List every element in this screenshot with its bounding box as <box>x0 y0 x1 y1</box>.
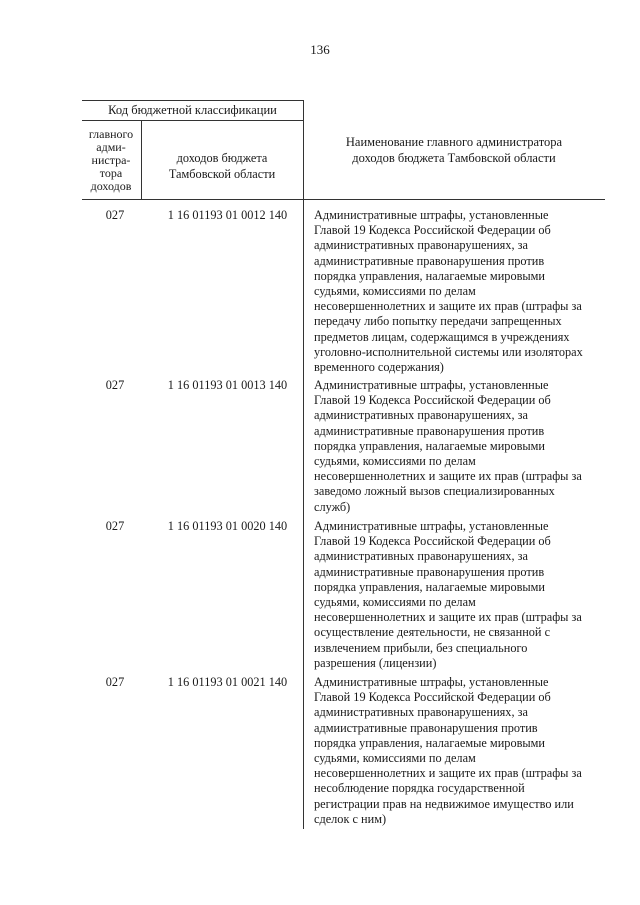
header-revenue-col: доходов бюджета Тамбовской области <box>168 151 276 181</box>
header-admin-col: главного адми- нистра- тора доходов <box>88 127 134 193</box>
revenue-code: 1 16 01193 01 0020 140 <box>167 519 288 533</box>
revenue-code: 1 16 01193 01 0013 140 <box>167 378 288 392</box>
revenue-code: 1 16 01193 01 0021 140 <box>167 675 288 689</box>
admin-code: 027 <box>105 378 125 392</box>
description: Административные штрафы, установленные Главой 19 Кодекса Российской Федерации об административных правонарушениях, за административные правонарушения против порядка управления, налагаемые мировыми судьями, комиссиями по делам несовершеннолетних и защите их прав (штрафы за осуществление деятельности, не связанной с извлечением прибыли, без специального разрешения (лицензии) <box>314 519 582 670</box>
header-top-line <box>82 100 303 101</box>
header-bottom-line <box>82 199 605 200</box>
header-group-title: Код бюджетной классификации <box>108 103 277 117</box>
admin-code: 027 <box>105 675 125 689</box>
header-group-underline <box>82 120 303 121</box>
admin-code: 027 <box>105 208 125 222</box>
revenue-code: 1 16 01193 01 0012 140 <box>167 208 288 222</box>
description: Административные штрафы, установленные Главой 19 Кодекса Российской Федерации об административных правонарушениях, за административные правонарушения против порядка управления, налагаемые мировыми судьями, комиссиями по делам несовершеннолетних и защите их прав (штрафы за передачу либо попытку передачи запрещенных предметов лицам, содержащимся в учреждениях уголовно-исполнительной системы или изоляторах временного содержания) <box>314 208 583 375</box>
header-name-col: Наименование главного администратора доходов бюджета Тамбовской области <box>345 135 563 165</box>
table-right-divider <box>303 199 304 829</box>
admin-code: 027 <box>105 519 125 533</box>
description: Административные штрафы, установленные Главой 19 Кодекса Российской Федерации об административных правонарушениях, за административные правонарушения против порядка управления, налагаемые мировыми судьями, комиссиями по делам несовершеннолетних и защите их прав (штрафы за заведомо ложный вызов специализированных служб) <box>314 378 582 514</box>
page-number: 136 <box>310 42 330 57</box>
description: Административные штрафы, установленные Главой 19 Кодекса Российской Федерации об административных правонарушениях, за адмиистративные правонарушения против порядка управления, налагаемые мировыми судьями, комиссиями по делам несовершеннолетних и защите их прав (штрафы за несоблюдение порядка государственной регистрации прав на недвижимое имущество или сделок с ним) <box>314 675 582 826</box>
